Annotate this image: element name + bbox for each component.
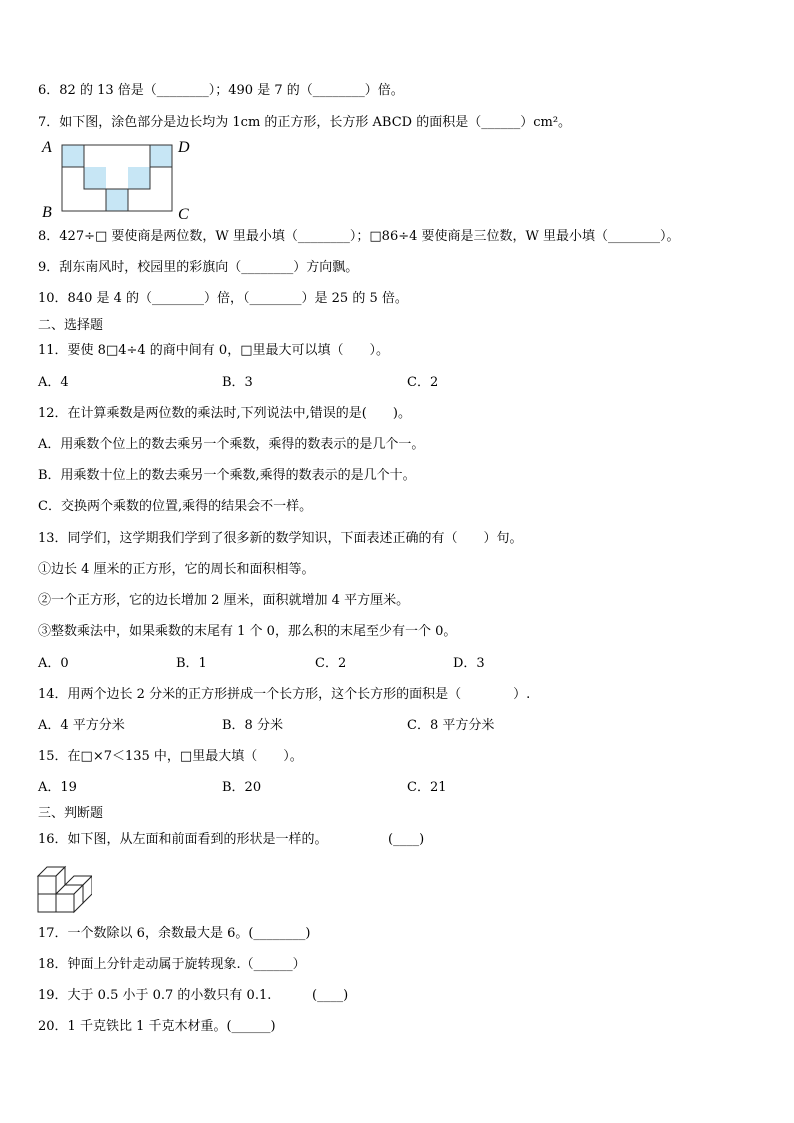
q19-answer-blank: (____) xyxy=(312,988,349,1003)
shaded-square xyxy=(84,167,106,189)
question-11: 11．要使 8□4÷4 的商中间有 0，□里最大可以填（ ）。 xyxy=(38,343,389,358)
q13-statement-3: ③整数乘法中，如果乘数的末尾有 1 个 0，那么积的末尾至少有一个 0。 xyxy=(38,624,457,639)
question-20: 20．1 千克铁比 1 千克木材重。(______) xyxy=(38,1019,276,1034)
question-6: 6．82 的 13 倍是（________）；490 是 7 的（________）倍。 xyxy=(38,83,404,98)
q16-answer-blank: (____) xyxy=(388,832,425,847)
shaded-square xyxy=(106,189,128,211)
question-10: 10．840 是 4 的（________）倍，（________）是 25 的 5 倍。 xyxy=(38,291,408,306)
question-15: 15．在□×7＜135 中，□里最大填（ ）。 xyxy=(38,749,303,764)
question-9: 9．刮东南风时，校园里的彩旗向（________）方向飘。 xyxy=(38,260,359,275)
q13-option-d: D．3 xyxy=(453,656,485,671)
question-18: 18．钟面上分针走动属于旋转现象.（______） xyxy=(38,957,306,972)
q12-option-c: C．交换两个乘数的位置,乘得的结果会不一样。 xyxy=(38,499,313,514)
question-14: 14．用两个边长 2 分米的正方形拼成一个长方形，这个长方形的面积是（ ）. xyxy=(38,687,531,702)
q12-option-b: B．用乘数十位上的数去乘另一个乘数,乘得的数表示的是几个十。 xyxy=(38,468,416,483)
q13-option-c: C．2 xyxy=(315,656,347,671)
question-7: 7．如下图，涂色部分是边长均为 1cm 的正方形，长方形 ABCD 的面积是（______）cm²。 xyxy=(38,115,572,130)
question-16: 16．如下图，从左面和前面看到的形状是一样的。 xyxy=(38,832,328,847)
q11-option-b: B．3 xyxy=(222,375,253,390)
q11-option-a: A．4 xyxy=(38,375,69,390)
q13-option-a: A．0 xyxy=(38,656,69,671)
q14-option-a: A．4 平方分米 xyxy=(38,718,125,733)
question-17: 17．一个数除以 6，余数最大是 6。(________) xyxy=(38,926,311,941)
rectangle-abcd-figure xyxy=(36,137,206,222)
vertex-label-d: D xyxy=(178,139,190,156)
q14-option-c: C．8 平方分米 xyxy=(407,718,495,733)
vertex-label-a: A xyxy=(42,139,52,156)
q13-option-b: B．1 xyxy=(176,656,207,671)
cube-stack-figure xyxy=(36,860,92,914)
question-12: 12．在计算乘数是两位数的乘法时,下列说法中,错误的是( )。 xyxy=(38,406,411,421)
shaded-square xyxy=(150,145,172,167)
question-8: 8．427÷□ 要使商是两位数，W 里最小填（________）；□86÷4 要使商是三位数，W 里最小填（________）。 xyxy=(38,229,680,244)
q15-option-a: A．19 xyxy=(38,780,77,795)
q14-option-b: B．8 分米 xyxy=(222,718,283,733)
q11-option-c: C．2 xyxy=(407,375,439,390)
q15-option-c: C．21 xyxy=(407,780,447,795)
question-13: 13．同学们，这学期我们学到了很多新的数学知识，下面表述正确的有（ ）句。 xyxy=(38,531,523,546)
q12-option-a: A．用乘数个位上的数去乘另一个乘数，乘得的数表示的是几个一。 xyxy=(38,437,425,452)
shaded-square xyxy=(62,145,84,167)
q13-statement-1: ①边长 4 厘米的正方形，它的周长和面积相等。 xyxy=(38,562,315,577)
q13-statement-2: ②一个正方形，它的边长增加 2 厘米，面积就增加 4 平方厘米。 xyxy=(38,593,410,608)
section-heading-judgement: 三、判断题 xyxy=(38,806,104,821)
question-19: 19．大于 0.5 小于 0.7 的小数只有 0.1. xyxy=(38,988,272,1003)
shaded-square xyxy=(128,167,150,189)
q15-option-b: B．20 xyxy=(222,780,262,795)
vertex-label-c: C xyxy=(178,206,189,222)
section-heading-choice: 二、选择题 xyxy=(38,318,104,333)
vertex-label-b: B xyxy=(42,204,52,221)
